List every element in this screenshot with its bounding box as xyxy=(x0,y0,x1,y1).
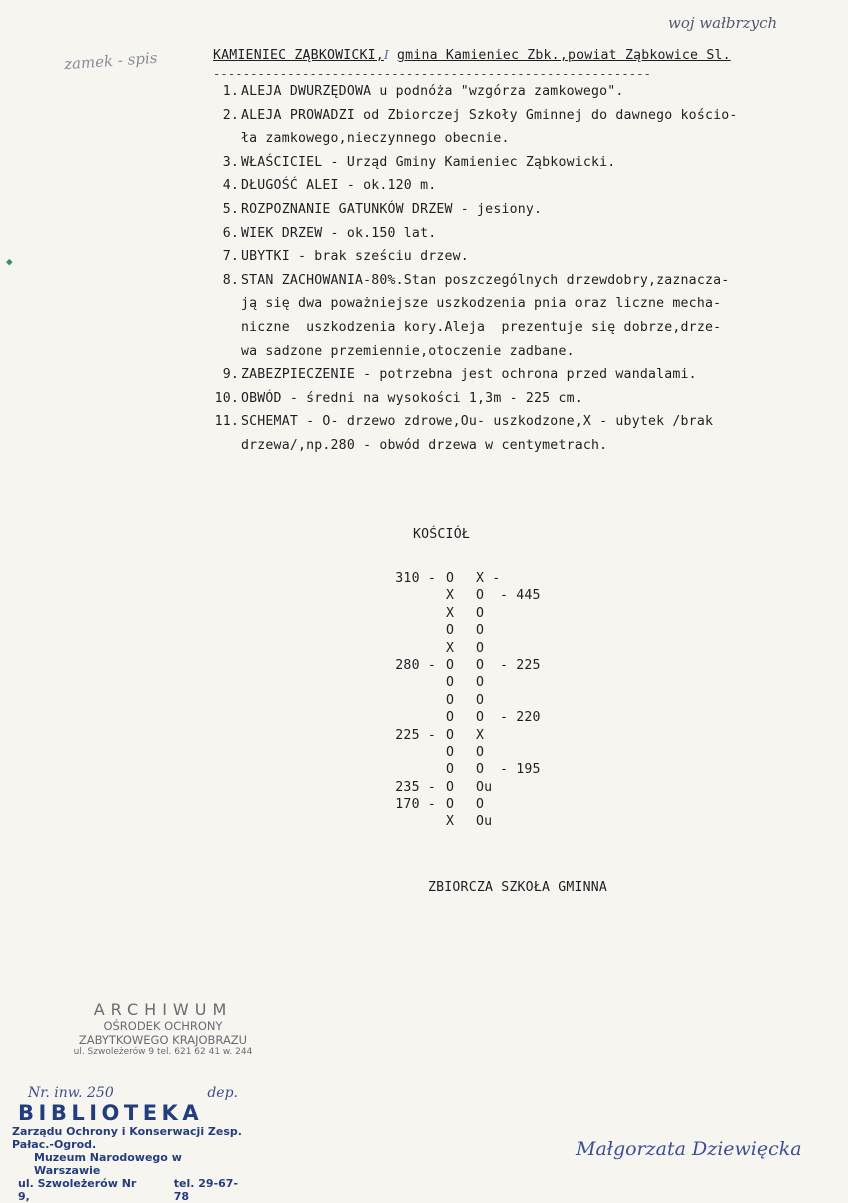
scheme-left-tree: O xyxy=(446,623,455,639)
scheme-right-value: - 445 xyxy=(500,588,541,604)
scheme-left-tree: O xyxy=(446,675,455,691)
item-text xyxy=(239,363,697,387)
scheme-right-tree: O xyxy=(476,762,485,778)
library-stamp-line2: Muzeum Narodowego w Warszawie xyxy=(34,1151,182,1177)
scheme-right-tree: O xyxy=(476,588,485,604)
scheme-left-value: 235 - xyxy=(395,779,436,795)
item-number: 11. xyxy=(214,414,239,430)
item-number: 8. xyxy=(222,272,239,288)
list-item xyxy=(213,387,738,411)
document-header xyxy=(213,48,731,63)
item-line: ła zamkowego,nieczynnego obecnie. xyxy=(241,131,510,147)
scheme-left-tree: X xyxy=(446,814,455,830)
library-stamp-phone: tel. 29-67-78 xyxy=(173,1177,239,1203)
item-number: 2. xyxy=(222,107,239,123)
item-line: ALEJA PROWADZI od Zbiorczej Szkoły Gminnej do dawnego kościo- xyxy=(241,107,738,123)
header-mark: I xyxy=(383,48,389,62)
item-line: STAN ZACHOWANIA-80%.Stan poszczególnych drzewdobry,zaznacza- xyxy=(241,272,730,288)
item-line: WŁAŚCICIEL - Urząd Gminy Kamieniec Ząbkowicki. xyxy=(241,154,616,170)
scheme-right-tree: O xyxy=(476,744,485,760)
scheme-right-tree: O xyxy=(476,605,485,621)
library-stamp-address: ul. Szwoleżerów Nr 9, xyxy=(18,1177,137,1203)
item-line: drzewa/,np.280 - obwód drzewa w centymetrach. xyxy=(241,437,608,453)
item-line: ALEJA DWURZĘDOWA u podnóża "wzgórza zamkowego". xyxy=(241,84,624,99)
library-dep-mark: dep. xyxy=(207,1085,238,1101)
scheme-right-tree: O xyxy=(476,797,485,813)
archive-stamp-line1: OŚRODEK OCHRONY xyxy=(103,1019,223,1033)
signature: Małgorzata Dziewięcka xyxy=(576,1138,802,1160)
scheme-left-value: 225 - xyxy=(395,727,436,743)
item-line: OBWÓD - średni na wysokości 1,3m - 225 cm. xyxy=(241,390,583,406)
list-item xyxy=(213,174,738,198)
scheme-right-value: - 225 xyxy=(500,657,541,673)
scheme-right-tree: O xyxy=(476,675,485,691)
item-text xyxy=(239,269,729,363)
item-number: 7. xyxy=(222,249,239,265)
church-label: KOŚCIÓŁ xyxy=(413,527,470,542)
scheme-left-tree: O xyxy=(446,727,455,743)
list-item xyxy=(213,363,738,387)
archive-stamp-title: ARCHIWUM xyxy=(93,1000,233,1019)
item-number: 1. xyxy=(222,84,239,99)
scheme-right-tree: X - xyxy=(476,571,501,586)
scheme-left-value: 280 - xyxy=(395,657,436,673)
library-stamp xyxy=(12,1085,252,1203)
scheme-left-tree: X xyxy=(446,605,455,621)
list-item xyxy=(213,80,738,104)
item-text xyxy=(239,174,436,198)
scheme-left-tree: O xyxy=(446,779,455,795)
archive-stamp-address: ul. Szwoleżerów 9 tel. 621 62 41 w. 244 xyxy=(73,1047,253,1057)
item-text xyxy=(239,198,542,222)
library-inventory-number: Nr. inw. 250 xyxy=(28,1085,114,1101)
item-text xyxy=(239,245,469,269)
scheme-left-tree: O xyxy=(446,571,455,586)
scheme-left-value: 170 - xyxy=(395,797,436,813)
green-mark-icon: ◆ xyxy=(6,255,13,268)
item-text xyxy=(239,80,624,104)
scheme-right-tree: X xyxy=(476,727,485,743)
scheme-left-tree: X xyxy=(446,640,455,656)
scheme-left-tree: O xyxy=(446,692,455,708)
list-item xyxy=(213,245,738,269)
item-line: ROZPOZNANIE GATUNKÓW DRZEW - jesiony. xyxy=(241,201,543,217)
scheme-right-tree: Ou xyxy=(476,779,493,795)
list-item xyxy=(213,410,738,457)
scheme-left-tree: O xyxy=(446,797,455,813)
item-line: ZABEZPIECZENIE - potrzebna jest ochrona przed wandalami. xyxy=(241,367,697,383)
scheme-left-tree: O xyxy=(446,744,455,760)
handwritten-left-note: zamek - spis xyxy=(63,48,158,74)
library-stamp-line1: Zarządu Ochrony i Konserwacji Zesp. Pałac.-Ogrod. xyxy=(12,1125,242,1151)
list-item xyxy=(213,222,738,246)
item-line: UBYTKI - brak sześciu drzew. xyxy=(241,249,469,265)
scheme-left-value: 310 - xyxy=(395,571,436,586)
scheme-right-value: - 195 xyxy=(500,762,541,778)
scheme-right-tree: Ou xyxy=(476,814,493,830)
scheme-right-tree: O xyxy=(476,692,485,708)
scheme-left-tree: O xyxy=(446,657,455,673)
archive-stamp xyxy=(58,1000,268,1057)
school-label: ZBIORCZA SZKOŁA GMINNA xyxy=(428,880,608,895)
item-line: ją się dwa poważniejsze uszkodzenia pnia oraz liczne mecha- xyxy=(241,296,722,312)
item-number: 6. xyxy=(222,225,239,241)
scheme-right-tree: O xyxy=(476,657,485,673)
item-number: 10. xyxy=(214,390,239,406)
item-number: 5. xyxy=(222,201,239,217)
item-text xyxy=(239,410,713,457)
scheme-right-tree: O xyxy=(476,710,485,726)
list-item xyxy=(213,198,738,222)
header-rest: gmina Kamieniec Zbk.,powiat Ząbkowice Sl. xyxy=(397,48,731,63)
item-number: 3. xyxy=(222,154,239,170)
list-item xyxy=(213,151,738,175)
item-line: DŁUGOŚĆ ALEI - ok.120 m. xyxy=(241,178,437,194)
handwritten-region-note: woj wałbrzych xyxy=(668,14,778,32)
header-rule: ----------------------------------------------------------- xyxy=(213,67,652,81)
item-line: wa sadzone przemiennie,otoczenie zadbane. xyxy=(241,343,575,359)
list-item xyxy=(213,104,738,151)
scheme-right-value: - 220 xyxy=(500,710,541,726)
item-text xyxy=(239,151,615,175)
list-item xyxy=(213,269,738,363)
item-text xyxy=(239,387,583,411)
item-text xyxy=(239,104,738,151)
item-line: WIEK DRZEW - ok.150 lat. xyxy=(241,225,437,241)
library-stamp-title: BIBLIOTEKA xyxy=(18,1101,204,1125)
item-text xyxy=(239,222,436,246)
scheme-left-tree: O xyxy=(446,710,455,726)
item-list xyxy=(213,80,738,458)
scheme-left-tree: O xyxy=(446,762,455,778)
scheme-right-tree: O xyxy=(476,623,485,639)
archive-stamp-line2: ZABYTKOWEGO KRAJOBRAZU xyxy=(78,1033,248,1047)
item-line: SCHEMAT - O- drzewo zdrowe,Ou- uszkodzone,X - ubytek /brak xyxy=(241,414,714,430)
item-line: niczne uszkodzenia kory.Aleja prezentuje się dobrze,drze- xyxy=(241,319,722,335)
scheme-right-tree: O xyxy=(476,640,485,656)
item-number: 9. xyxy=(222,367,239,383)
scheme-left-tree: X xyxy=(446,588,455,604)
header-place: KAMIENIEC ZĄBKOWICKI, xyxy=(213,48,384,63)
item-number: 4. xyxy=(222,178,239,194)
